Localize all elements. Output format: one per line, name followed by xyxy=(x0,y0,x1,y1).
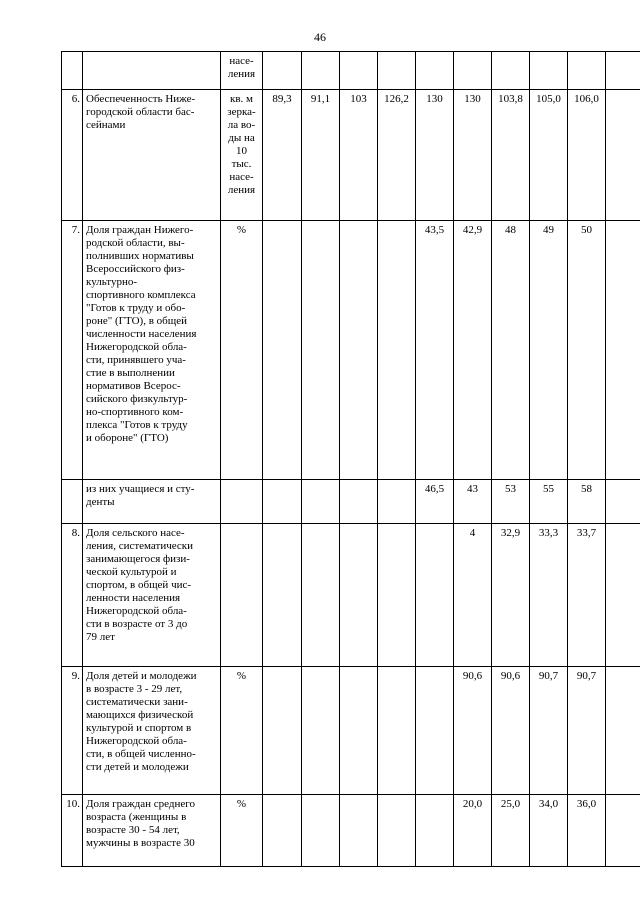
indicator-name-line: культурно- xyxy=(86,276,138,288)
indicator-name-cell xyxy=(83,90,221,221)
value-cell xyxy=(302,221,340,480)
value-cell xyxy=(606,90,640,221)
value-cell xyxy=(302,667,340,795)
indicator-name-cell xyxy=(83,221,221,480)
value-cell xyxy=(340,524,378,667)
value-cell xyxy=(378,667,416,795)
indicator-name-line: сийского физкультур- xyxy=(86,393,188,405)
indicator-name-cell xyxy=(83,795,221,867)
indicator-name-line: ления, систематически xyxy=(86,540,194,552)
unit-line: ды на xyxy=(228,132,255,144)
row-number-cell xyxy=(62,480,83,524)
value-cell: 90,7 xyxy=(568,667,606,795)
value-cell xyxy=(263,524,302,667)
value-cell: 55 xyxy=(530,480,568,524)
unit-cell xyxy=(221,221,263,480)
unit-line: ления xyxy=(227,184,256,196)
indicator-name-line: численности населения xyxy=(86,328,197,340)
indicator-name-line: и обороне" (ГТО) xyxy=(86,432,169,444)
unit-line: насе- xyxy=(229,171,254,183)
value-cell: 90,6 xyxy=(492,667,530,795)
value-cell: 103 xyxy=(340,90,378,221)
value-cell xyxy=(263,52,302,90)
value-cell xyxy=(263,667,302,795)
indicator-name-line: Обеспеченность Ниже- xyxy=(86,93,196,105)
value-cell: 43,5 xyxy=(416,221,454,480)
indicator-name-line: спортом, в общей чис- xyxy=(86,579,192,591)
indicators-table xyxy=(61,51,640,867)
value-cell xyxy=(606,52,640,90)
indicator-name-line: 79 лет xyxy=(86,631,115,643)
indicator-name-line: Всероссийского физ- xyxy=(86,263,185,275)
row-number-cell: 10. xyxy=(62,795,83,867)
unit-line: % xyxy=(236,798,247,810)
unit-cell xyxy=(221,667,263,795)
table-body xyxy=(62,52,640,867)
indicator-name-line: сти детей и молодежи xyxy=(86,761,189,773)
value-cell xyxy=(530,52,568,90)
indicator-name-line: Доля граждан среднего xyxy=(86,798,195,810)
value-cell: 48 xyxy=(492,221,530,480)
value-cell: 126,2 xyxy=(378,90,416,221)
indicator-name-line: сти, в общей численно- xyxy=(86,748,196,760)
indicator-name-line: стие в выполнении xyxy=(86,367,175,379)
value-cell xyxy=(606,221,640,480)
value-cell xyxy=(340,480,378,524)
value-cell: 42,9 xyxy=(454,221,492,480)
value-cell: 103,8 xyxy=(492,90,530,221)
unit-line: ления xyxy=(227,68,256,80)
table-row xyxy=(62,480,640,524)
indicator-name-line: Нижегородской обла- xyxy=(86,735,187,747)
row-number-cell: 8. xyxy=(62,524,83,667)
indicator-name-line: сти, принявшего уча- xyxy=(86,354,186,366)
value-cell: 36,0 xyxy=(568,795,606,867)
indicator-name-line: занимающегося физи- xyxy=(86,553,190,565)
row-number-cell xyxy=(62,52,83,90)
value-cell xyxy=(606,524,640,667)
table-row xyxy=(62,667,640,795)
value-cell: 106,0 xyxy=(568,90,606,221)
indicator-name-line: ческой культурой и xyxy=(86,566,177,578)
unit-cell xyxy=(221,52,263,90)
value-cell xyxy=(340,795,378,867)
value-cell: 91,1 xyxy=(302,90,340,221)
indicator-name-line: из них учащиеся и сту- xyxy=(86,483,195,495)
indicator-name-cell xyxy=(83,52,221,90)
indicator-name-line: роне" (ГТО), в общей xyxy=(86,315,187,327)
table-row xyxy=(62,221,640,480)
indicator-name-line: плекса "Готов к труду xyxy=(86,419,188,431)
value-cell: 105,0 xyxy=(530,90,568,221)
value-cell: 130 xyxy=(454,90,492,221)
value-cell xyxy=(568,52,606,90)
value-cell xyxy=(416,667,454,795)
value-cell xyxy=(378,795,416,867)
indicator-name-cell xyxy=(83,480,221,524)
table-row xyxy=(62,52,640,90)
indicator-name-line: полнивших нормативы xyxy=(86,250,194,262)
unit-line: 10 xyxy=(236,145,247,157)
page-number: 46 xyxy=(314,30,326,44)
value-cell: 33,3 xyxy=(530,524,568,667)
indicator-name-line: Доля сельского насе- xyxy=(86,527,185,539)
value-cell: 90,6 xyxy=(454,667,492,795)
value-cell xyxy=(378,221,416,480)
indicator-name-line: мающихся физической xyxy=(86,709,194,721)
unit-line: кв. м xyxy=(230,93,253,105)
indicator-name-line: возраста (женщины в xyxy=(86,811,187,823)
indicator-name-line: ленности населения xyxy=(86,592,181,604)
value-cell: 58 xyxy=(568,480,606,524)
value-cell xyxy=(416,795,454,867)
unit-cell xyxy=(221,90,263,221)
unit-line: насе- xyxy=(229,55,254,67)
indicator-name-line: городской области бас- xyxy=(86,106,195,118)
indicator-name-line: сейнами xyxy=(86,119,126,131)
value-cell xyxy=(416,524,454,667)
row-number-cell: 7. xyxy=(62,221,83,480)
value-cell xyxy=(302,795,340,867)
value-cell: 90,7 xyxy=(530,667,568,795)
value-cell xyxy=(606,795,640,867)
row-number-cell: 9. xyxy=(62,667,83,795)
indicator-name-line: культурой и спортом в xyxy=(86,722,192,734)
indicator-name-cell xyxy=(83,667,221,795)
value-cell: 49 xyxy=(530,221,568,480)
value-cell xyxy=(378,524,416,667)
value-cell: 25,0 xyxy=(492,795,530,867)
value-cell xyxy=(416,52,454,90)
value-cell xyxy=(606,480,640,524)
indicator-name-line: но-спортивного ком- xyxy=(86,406,184,418)
indicator-name-line: мужчины в возрасте 30 xyxy=(86,837,195,849)
value-cell xyxy=(378,52,416,90)
value-cell: 46,5 xyxy=(416,480,454,524)
value-cell xyxy=(302,480,340,524)
value-cell xyxy=(302,524,340,667)
value-cell: 32,9 xyxy=(492,524,530,667)
indicator-name-line: возрасте 30 - 54 лет, xyxy=(86,824,180,836)
unit-cell xyxy=(221,795,263,867)
indicator-name-line: Доля граждан Нижего- xyxy=(86,224,194,236)
value-cell: 33,7 xyxy=(568,524,606,667)
indicator-name-line: Нижегородской обла- xyxy=(86,605,187,617)
unit-line: % xyxy=(236,670,247,682)
table-row xyxy=(62,795,640,867)
indicator-name-line: нормативов Всерос- xyxy=(86,380,181,392)
unit-line: тыс. xyxy=(231,158,252,170)
indicator-name-line: Нижегородской обла- xyxy=(86,341,187,353)
value-cell: 4 xyxy=(454,524,492,667)
unit-line: зерка- xyxy=(227,106,256,118)
value-cell xyxy=(263,795,302,867)
value-cell: 53 xyxy=(492,480,530,524)
table-row xyxy=(62,524,640,667)
value-cell: 20,0 xyxy=(454,795,492,867)
value-cell xyxy=(263,221,302,480)
value-cell xyxy=(340,221,378,480)
value-cell xyxy=(378,480,416,524)
table-row xyxy=(62,90,640,221)
value-cell xyxy=(263,480,302,524)
value-cell xyxy=(492,52,530,90)
value-cell xyxy=(340,667,378,795)
indicator-name-line: денты xyxy=(86,496,115,508)
value-cell: 89,3 xyxy=(263,90,302,221)
indicator-name-line: в возрасте 3 - 29 лет, xyxy=(86,683,183,695)
value-cell xyxy=(340,52,378,90)
value-cell xyxy=(606,667,640,795)
unit-cell xyxy=(221,524,263,667)
row-number-cell: 6. xyxy=(62,90,83,221)
value-cell: 130 xyxy=(416,90,454,221)
value-cell: 34,0 xyxy=(530,795,568,867)
unit-line: ла во- xyxy=(227,119,256,131)
unit-line: % xyxy=(236,224,247,236)
indicator-name-cell xyxy=(83,524,221,667)
indicator-name-line: родской области, вы- xyxy=(86,237,185,249)
indicator-name-line: спортивного комплекса xyxy=(86,289,196,301)
value-cell: 43 xyxy=(454,480,492,524)
indicator-name-line: Доля детей и молодежи xyxy=(86,670,197,682)
value-cell: 50 xyxy=(568,221,606,480)
value-cell xyxy=(454,52,492,90)
indicator-name-line: "Готов к труду и обо- xyxy=(86,302,186,314)
indicator-name-line: систематически зани- xyxy=(86,696,188,708)
unit-cell xyxy=(221,480,263,524)
indicator-name-line: сти в возрасте от 3 до xyxy=(86,618,188,630)
value-cell xyxy=(302,52,340,90)
